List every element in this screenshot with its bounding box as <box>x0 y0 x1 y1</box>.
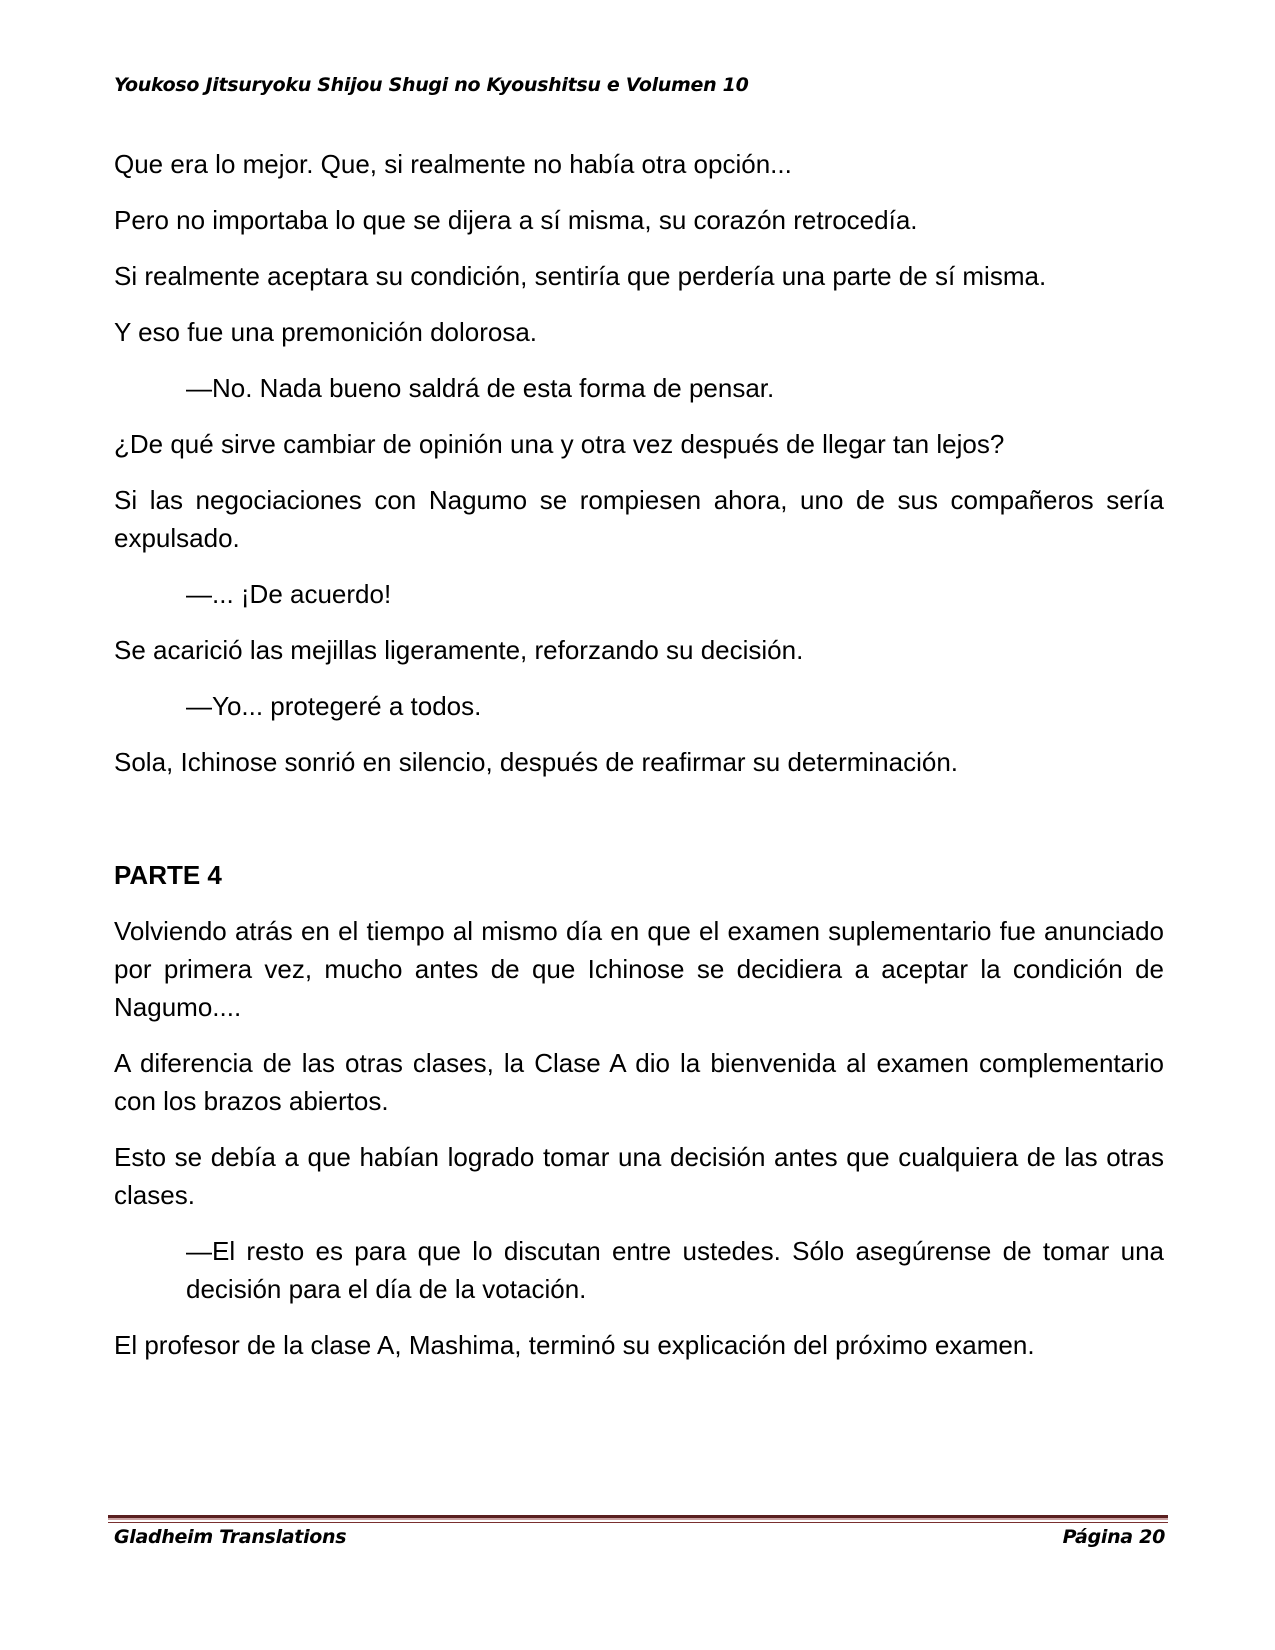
dialogue-line: —Yo... protegeré a todos. <box>186 691 482 721</box>
running-header: Youkoso Jitsuryoku Shijou Shugi no Kyoushitsu e Volumen 10 <box>114 74 749 96</box>
footer-divider <box>108 1515 1168 1520</box>
paragraph: Si realmente aceptara su condición, sentiría que perdería una parte de sí misma. <box>114 261 1047 291</box>
paragraph: Esto se debía a que habían logrado tomar una decisión antes que cualquiera de las otras clases. <box>114 1142 1164 1210</box>
paragraph: Y eso fue una premonición dolorosa. <box>114 317 538 347</box>
page-body <box>114 145 1164 1364</box>
footer-credit: Gladheim Translations <box>114 1526 347 1548</box>
section-heading: PARTE 4 <box>114 860 222 890</box>
dialogue-line: —No. Nada bueno saldrá de esta forma de pensar. <box>186 373 775 403</box>
paragraph: A diferencia de las otras clases, la Clase A dio la bienvenida al examen complementario con los brazos abiertos. <box>114 1048 1164 1116</box>
paragraph: El profesor de la clase A, Mashima, terminó su explicación del próximo examen. <box>114 1330 1035 1360</box>
dialogue-line: —El resto es para que lo discutan entre ustedes. Sólo asegúrense de tomar una decisión para el día de la votación. <box>186 1236 1164 1304</box>
paragraph: Pero no importaba lo que se dijera a sí misma, su corazón retrocedía. <box>114 205 918 235</box>
paragraph: Volviendo atrás en el tiempo al mismo día en que el examen suplementario fue anunciado por primera vez, mucho antes de que Ichinose se decidiera a aceptar la condición de Nagumo.... <box>114 916 1164 1022</box>
footer-divider-thin <box>108 1522 1168 1523</box>
page-number: Página 20 <box>1062 1526 1165 1548</box>
dialogue-line: —... ¡De acuerdo! <box>186 579 392 609</box>
paragraph: Sola, Ichinose sonrió en silencio, después de reafirmar su determinación. <box>114 747 959 777</box>
paragraph: Que era lo mejor. Que, si realmente no había otra opción... <box>114 149 792 179</box>
paragraph: ¿De qué sirve cambiar de opinión una y otra vez después de llegar tan lejos? <box>114 429 1005 459</box>
paragraph: Se acarició las mejillas ligeramente, reforzando su decisión. <box>114 635 804 665</box>
paragraph: Si las negociaciones con Nagumo se rompiesen ahora, uno de sus compañeros sería expulsado. <box>114 485 1164 553</box>
